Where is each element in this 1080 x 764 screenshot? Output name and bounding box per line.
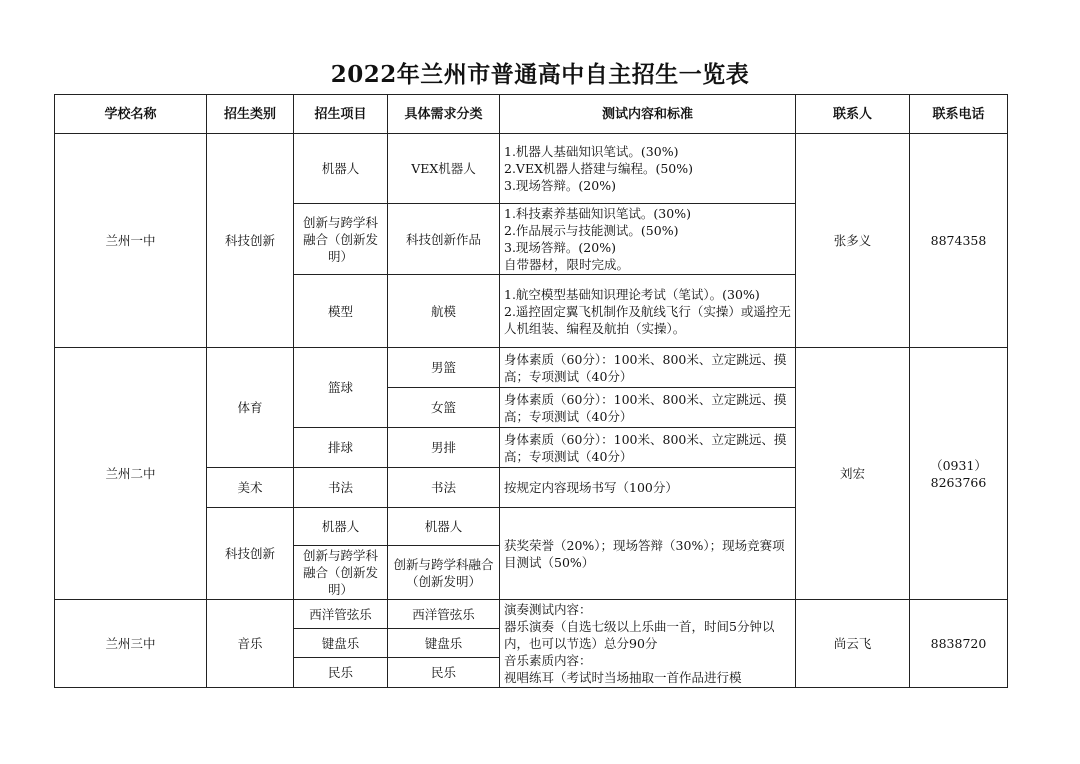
project-cell: 西洋管弦乐 xyxy=(294,600,388,629)
test-line: 器乐演奏（自选七级以上乐曲一首，时间5分钟以内，也可以节选）总分90分 xyxy=(504,619,775,651)
category-cell: 美术 xyxy=(207,468,294,508)
type-cell: VEX机器人 xyxy=(388,134,500,204)
test-content-cell xyxy=(500,275,796,348)
phone-number: 8263766 xyxy=(930,474,987,490)
test-line: 自带器材，限时完成。 xyxy=(504,257,630,272)
project-cell: 模型 xyxy=(294,275,388,348)
header-phone: 联系电话 xyxy=(910,95,1008,134)
test-content-cell: 获奖荣誉（20%）；现场答辩（30%）；现场竞赛项目测试（50%） xyxy=(500,508,796,600)
type-cell: 创新与跨学科融合（创新发明） xyxy=(388,546,500,600)
test-content-cell xyxy=(500,134,796,204)
header-project: 招生项目 xyxy=(294,95,388,134)
test-line: 演奏测试内容： xyxy=(504,602,592,617)
table-row xyxy=(55,600,1008,629)
test-line: 3.现场答辩。(20%) xyxy=(504,240,616,255)
test-line: 2.VEX机器人搭建与编程。(50%) xyxy=(504,161,694,176)
test-line: 音乐素质内容： xyxy=(504,653,592,668)
type-cell: 西洋管弦乐 xyxy=(388,600,500,629)
school-name: 兰州一中 xyxy=(55,134,207,348)
category-cell: 体育 xyxy=(207,348,294,468)
phone-cell xyxy=(910,348,1008,600)
test-line: 视唱练耳（考试时当场抽取一首作品进行模 xyxy=(504,670,742,685)
project-cell: 篮球 xyxy=(294,348,388,428)
test-content-cell: 身体素质（60分）：100米、800米、立定跳远、摸高；专项测试（40分） xyxy=(500,388,796,428)
test-line: 2.作品展示与技能测试。(50%) xyxy=(504,223,679,238)
admission-table xyxy=(54,94,1008,688)
type-cell: 男篮 xyxy=(388,348,500,388)
header-category: 招生类别 xyxy=(207,95,294,134)
table-row xyxy=(55,134,1008,204)
test-content-cell xyxy=(500,204,796,275)
type-cell: 机器人 xyxy=(388,508,500,546)
test-content-cell xyxy=(500,600,796,688)
category-cell: 音乐 xyxy=(207,600,294,688)
type-cell: 书法 xyxy=(388,468,500,508)
project-cell: 书法 xyxy=(294,468,388,508)
contact-cell: 刘宏 xyxy=(796,348,910,600)
header-test-content: 测试内容和标准 xyxy=(500,95,796,134)
category-cell: 科技创新 xyxy=(207,508,294,600)
header-row xyxy=(55,95,1008,134)
type-cell: 键盘乐 xyxy=(388,629,500,658)
test-line: 1.科技素养基础知识笔试。(30%) xyxy=(504,206,691,221)
page-title: 2022年兰州市普通高中自主招生一览表 xyxy=(330,61,750,88)
project-cell: 创新与跨学科融合（创新发明） xyxy=(294,546,388,600)
project-cell: 键盘乐 xyxy=(294,629,388,658)
header-contact: 联系人 xyxy=(796,95,910,134)
phone-cell: 8874358 xyxy=(910,134,1008,348)
type-cell: 航模 xyxy=(388,275,500,348)
project-cell: 机器人 xyxy=(294,134,388,204)
type-cell: 女篮 xyxy=(388,388,500,428)
category-cell: 科技创新 xyxy=(207,134,294,348)
phone-cell: 8838720 xyxy=(910,600,1008,688)
type-cell: 男排 xyxy=(388,428,500,468)
project-cell: 民乐 xyxy=(294,658,388,688)
test-content-cell: 按规定内容现场书写（100分） xyxy=(500,468,796,508)
contact-cell: 尚云飞 xyxy=(796,600,910,688)
test-line: 1.航空模型基础知识理论考试（笔试）。(30%) xyxy=(504,286,760,302)
contact-cell: 张多义 xyxy=(796,134,910,348)
phone-area-code: （0931） xyxy=(930,457,987,473)
test-line: 2.遥控固定翼飞机制作及航线飞行（实操）或遥控无人机组装、编程及航拍（实操）。 xyxy=(504,303,791,336)
test-content-cell: 身体素质（60分）：100米、800米、立定跳远、摸高；专项测试（40分） xyxy=(500,348,796,388)
project-cell: 排球 xyxy=(294,428,388,468)
test-line: 3.现场答辩。(20%) xyxy=(504,178,616,193)
project-cell: 创新与跨学科融合（创新发明） xyxy=(294,204,388,275)
school-name: 兰州二中 xyxy=(55,348,207,600)
test-line: 1.机器人基础知识笔试。(30%) xyxy=(504,144,679,159)
test-content-cell: 身体素质（60分）：100米、800米、立定跳远、摸高；专项测试（40分） xyxy=(500,428,796,468)
table-row xyxy=(55,348,1008,388)
header-type: 具体需求分类 xyxy=(388,95,500,134)
school-name: 兰州三中 xyxy=(55,600,207,688)
type-cell: 民乐 xyxy=(388,658,500,688)
type-cell: 科技创新作品 xyxy=(388,204,500,275)
header-school-name: 学校名称 xyxy=(55,95,207,134)
project-cell: 机器人 xyxy=(294,508,388,546)
